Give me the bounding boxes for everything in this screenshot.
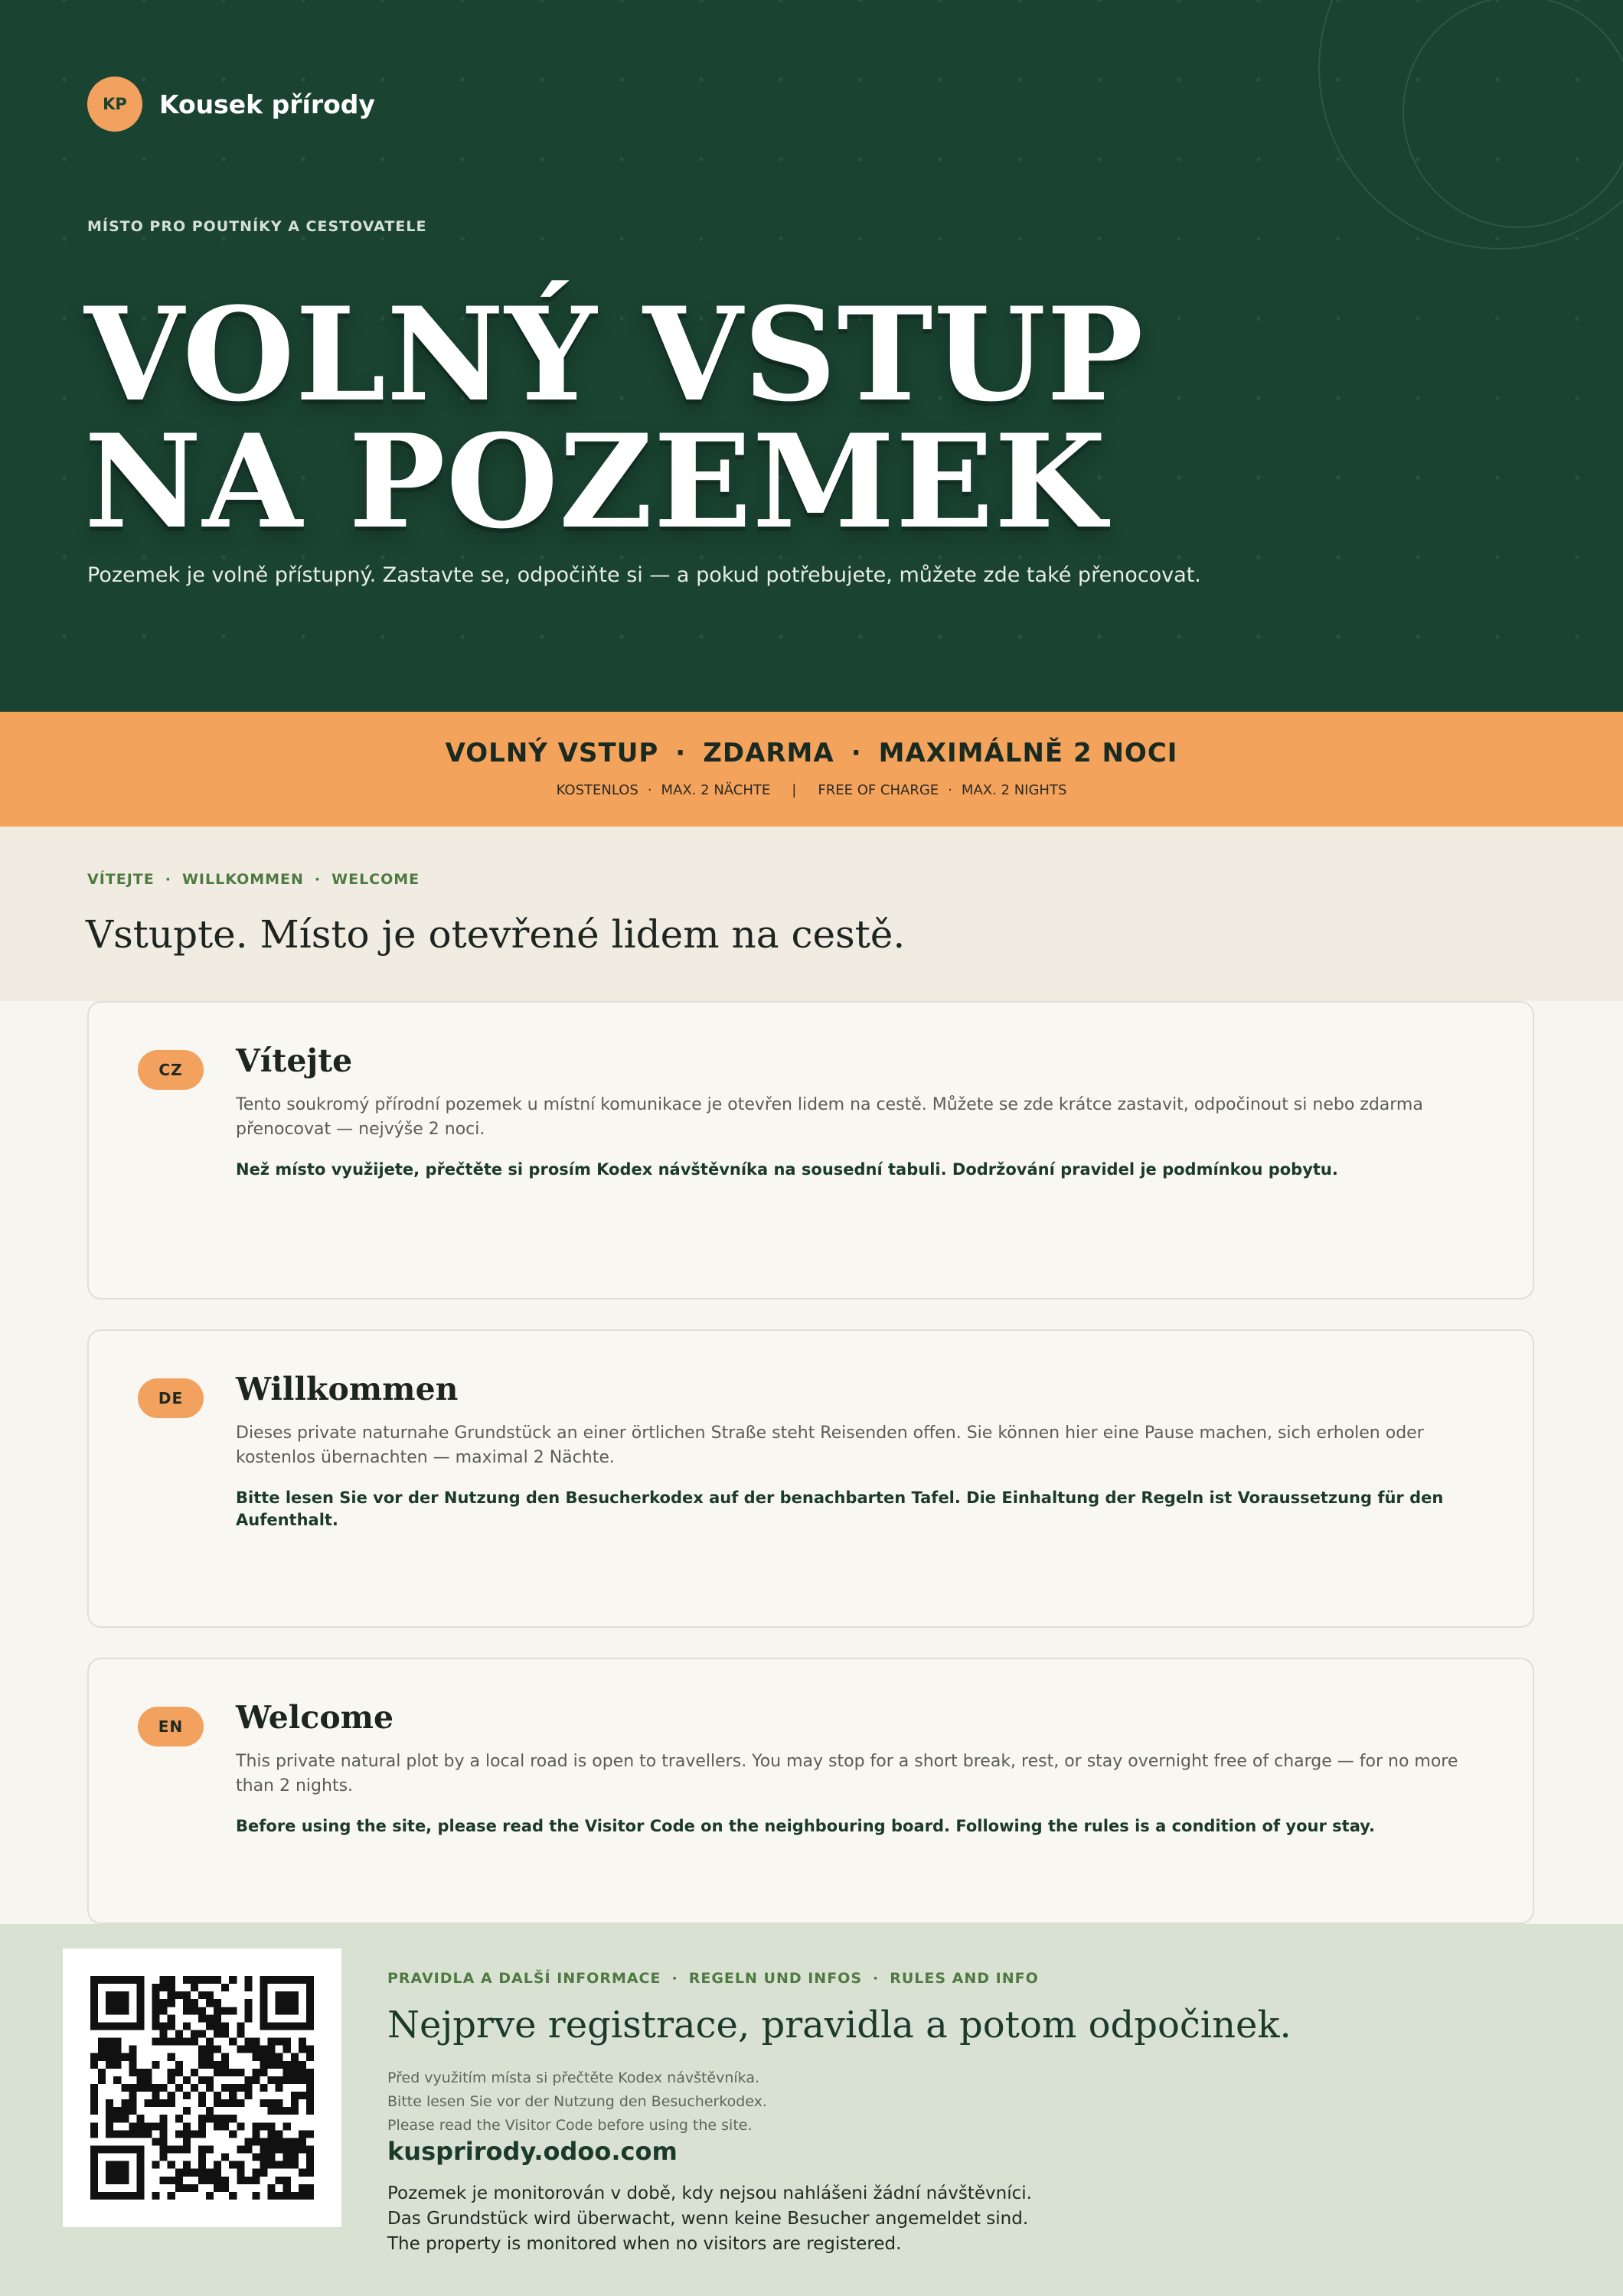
eyebrow-item: VÍTEJTE: [87, 871, 155, 888]
card-note: [236, 1487, 1491, 1531]
welcome-headline: Vstupte. Místo je otevřené lidem na cestě.: [86, 912, 906, 957]
footer-read-line: Před využitím místa si přečtěte Kodex návštěvníka.: [387, 2069, 760, 2086]
card-body-line: Dieses private naturnahe Grundstück an einer örtlichen Straße steht Reisenden offen. Sie können hier eine Pause machen, sich erholen oder: [236, 1424, 1424, 1443]
language-card-en: [87, 1658, 1534, 1924]
card-body-line: This private natural plot by a local road is open to travellers. You may stop for a short break, rest, or stay overnight free of charge — for no more: [236, 1752, 1458, 1771]
card-body-line: than 2 nights.: [236, 1776, 354, 1795]
card-note-line: Aufenthalt.: [236, 1511, 338, 1529]
eyebrow-item: PRAVIDLA A DALŠÍ INFORMACE: [387, 1970, 661, 1987]
card-note: [236, 1815, 1491, 1838]
footer-read-line: Bitte lesen Sie vor der Nutzung den Besucherkodex.: [387, 2093, 767, 2110]
card-body-line: kostenlos übernachten — maximal 2 Nächte.: [236, 1448, 615, 1467]
band-sub-item: KOSTENLOS: [556, 782, 638, 798]
card-body: [236, 1421, 1476, 1470]
website-link[interactable]: kusprirody.odoo.com: [387, 2137, 678, 2166]
language-card-cz: [87, 1001, 1534, 1300]
footer-monitor-line: The property is monitored when no visitors are registered.: [387, 2234, 902, 2254]
band-sub-item: FREE OF CHARGE: [818, 782, 939, 798]
card-note-line: Bitte lesen Sie vor der Nutzung den Besucherkodex auf der benachbarten Tafel. Die Einhaltung der Regeln ist Voraussetzung für den: [236, 1489, 1444, 1507]
eyebrow-item: RULES AND INFO: [890, 1970, 1039, 1987]
band-sub-item: MAX. 2 NIGHTS: [961, 782, 1067, 798]
language-card-de: [87, 1329, 1534, 1628]
band-item: VOLNÝ VSTUP: [445, 738, 659, 768]
brand-logo: KP: [87, 77, 142, 132]
band-sub-item: MAX. 2 NÄCHTE: [661, 782, 771, 798]
hero-subtitle: Pozemek je volně přístupný. Zastavte se, odpočiňte si — a pokud potřebujete, můžete zde také přenocovat.: [87, 563, 1201, 587]
band-sub-separator: ·: [948, 782, 952, 798]
eyebrow-separator: ·: [671, 1970, 678, 1987]
language-badge: DE: [138, 1378, 204, 1418]
language-badge: EN: [138, 1707, 204, 1746]
card-note: [236, 1159, 1491, 1181]
eyebrow-separator: ·: [873, 1970, 880, 1987]
band-item: ZDARMA: [703, 738, 834, 768]
hero-section: [0, 0, 1623, 712]
hero-title-line: VOLNÝ VSTUP: [84, 279, 1145, 430]
band-main: [0, 738, 1623, 768]
hero-title-line: NA POZEMEK: [84, 406, 1107, 557]
card-body: [236, 1093, 1476, 1142]
hero-eyebrow: MÍSTO PRO POUTNÍKY A CESTOVATELE: [87, 218, 427, 235]
card-title: Vítejte: [236, 1042, 353, 1079]
footer-headline: Nejprve registrace, pravidla a potom odpočinek.: [387, 2004, 1292, 2047]
card-body-line: přenocovat — nejvýše 2 noci.: [236, 1120, 485, 1139]
footer-read-line: Please read the Visitor Code before using the site.: [387, 2117, 753, 2134]
card-note-line: Before using the site, please read the Visitor Code on the neighbouring board. Following the rules is a condition of your stay.: [236, 1817, 1375, 1835]
band-item: MAXIMÁLNĚ 2 NOCI: [878, 738, 1178, 768]
band-separator: ·: [851, 738, 862, 768]
footer-section: [0, 1924, 1623, 2296]
language-badge: CZ: [138, 1050, 204, 1090]
brand: [87, 77, 375, 132]
info-band: [0, 712, 1623, 827]
footer-monitor-lines: [387, 2181, 1032, 2257]
footer-read-lines: [387, 2066, 767, 2138]
welcome-eyebrow: [87, 871, 420, 888]
eyebrow-item: WILLKOMMEN: [181, 871, 304, 888]
eyebrow-separator: ·: [314, 871, 322, 888]
footer-eyebrow: [387, 1970, 1039, 1987]
band-sub-separator: ·: [647, 782, 652, 798]
band-sub-divider: |: [792, 782, 797, 798]
brand-name: Kousek přírody: [159, 89, 375, 119]
qr-code[interactable]: [63, 1949, 341, 2227]
eyebrow-item: WELCOME: [331, 871, 420, 888]
welcome-section: [0, 827, 1623, 1001]
card-note-line: Než místo využijete, přečtěte si prosím Kodex návštěvníka na sousední tabuli. Dodržování pravidel je podmínkou pobytu.: [236, 1160, 1338, 1179]
card-title: Welcome: [236, 1699, 394, 1736]
footer-monitor-line: Pozemek je monitorován v době, kdy nejsou nahlášeni žádní návštěvníci.: [387, 2183, 1032, 2203]
card-body-line: Tento soukromý přírodní pozemek u místní komunikace je otevřen lidem na cestě. Můžete se zde krátce zastavit, odpočinout si nebo zdarma: [236, 1095, 1423, 1114]
card-body: [236, 1750, 1476, 1799]
eyebrow-separator: ·: [165, 871, 171, 888]
card-title: Willkommen: [236, 1371, 459, 1407]
eyebrow-item: REGELN UND INFOS: [688, 1970, 863, 1987]
footer-monitor-line: Das Grundstück wird überwacht, wenn keine Besucher angemeldet sind.: [387, 2209, 1029, 2229]
band-sub: [0, 782, 1623, 798]
band-separator: ·: [675, 738, 687, 768]
hero-title: [84, 279, 1145, 557]
qr-code-icon: [90, 1976, 314, 2200]
